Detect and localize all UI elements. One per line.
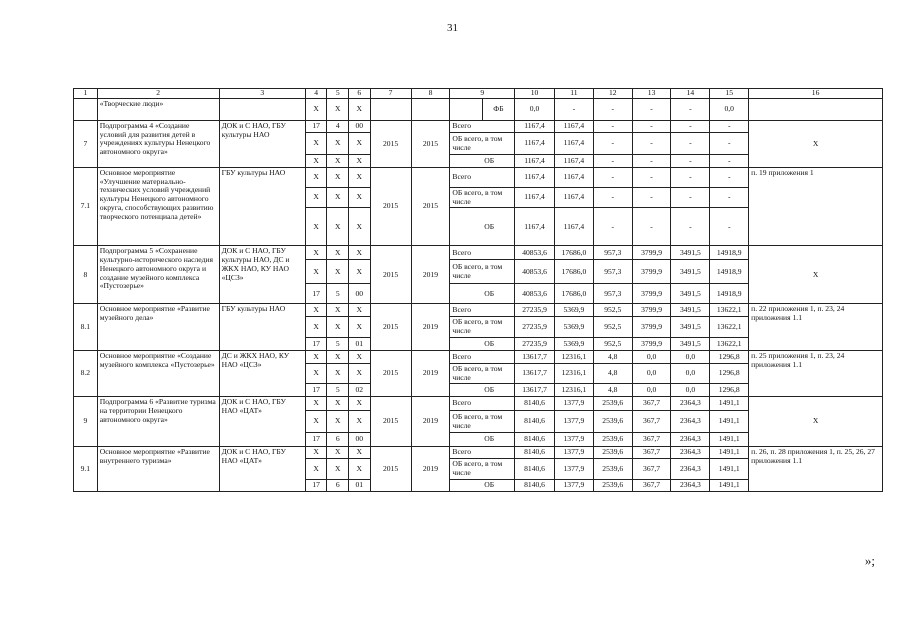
column-header: 7 — [370, 89, 411, 99]
amount-cell: 1167,4 — [515, 133, 555, 155]
amount-cell: 367,7 — [632, 459, 671, 479]
code-cell: 17 — [305, 433, 327, 447]
amount-cell: 3491,5 — [671, 246, 710, 260]
amount-cell: - — [710, 188, 749, 208]
item-number: 7 — [74, 121, 98, 168]
code-cell: 6 — [327, 433, 349, 447]
amount-cell: 2364,3 — [671, 433, 710, 447]
item-number: 8.1 — [74, 304, 98, 350]
start-year: 2015 — [370, 447, 411, 491]
item-note: п. 19 приложения 1 — [749, 168, 883, 246]
code-cell: X — [327, 363, 349, 383]
amount-cell: 5369,9 — [555, 304, 594, 317]
amount-cell: 1491,1 — [710, 459, 749, 479]
amount-cell: 13617,7 — [515, 350, 555, 363]
item-executor: ГБУ культуры НАО — [219, 304, 305, 350]
column-header: 13 — [632, 89, 671, 99]
code-cell: X — [349, 168, 371, 188]
funding-source: ОБ — [482, 208, 514, 246]
item-number: 9.1 — [74, 447, 98, 491]
item-executor: ДОК и С НАО, ГБУ культуры НАО — [219, 121, 305, 168]
code-cell: X — [349, 304, 371, 317]
end-year: 2019 — [411, 397, 450, 447]
column-header: 2 — [97, 89, 219, 99]
amount-cell: 952,5 — [593, 337, 632, 350]
amount-cell: 3799,9 — [632, 284, 671, 304]
amount-cell: 8140,6 — [515, 397, 555, 411]
code-cell: X — [327, 317, 349, 337]
code-cell: 01 — [349, 479, 371, 491]
column-header: 10 — [515, 89, 555, 99]
code-cell: X — [327, 168, 349, 188]
amount-cell: 13622,1 — [710, 337, 749, 350]
funding-source: Всего — [450, 168, 515, 188]
funding-source: Всего — [450, 121, 515, 133]
amount-cell: 1377,9 — [555, 459, 594, 479]
amount-cell: 4,8 — [593, 363, 632, 383]
amount-cell: 1167,4 — [555, 168, 594, 188]
code-cell: X — [327, 411, 349, 433]
header-row — [74, 89, 883, 99]
amount-cell: 957,3 — [593, 260, 632, 284]
funding-source: ОБ всего, в том числе — [450, 260, 515, 284]
funding-source: ОБ всего, в том числе — [450, 317, 515, 337]
code-cell: 4 — [327, 121, 349, 133]
funding-source: ОБ всего, в том числе — [450, 459, 515, 479]
start-year: 2015 — [370, 168, 411, 246]
funding-source: ОБ всего, в том числе — [450, 363, 515, 383]
amount-cell: 3799,9 — [632, 260, 671, 284]
funding-source: Всего — [450, 350, 515, 363]
code-cell: X — [305, 133, 327, 155]
item-note: X — [749, 121, 883, 168]
column-header: 5 — [327, 89, 349, 99]
amount-cell: 2539,6 — [593, 433, 632, 447]
amount-cell: 3799,9 — [632, 304, 671, 317]
amount-cell: 2364,3 — [671, 479, 710, 491]
amount-cell: 1491,1 — [710, 447, 749, 459]
code-cell: X — [327, 155, 349, 168]
amount-cell: 2364,3 — [671, 397, 710, 411]
item-number: 8 — [74, 246, 98, 304]
funding-source: Всего — [450, 447, 515, 459]
amount-cell: 5369,9 — [555, 337, 594, 350]
amount-cell: 2539,6 — [593, 411, 632, 433]
item-name: Основное мероприятие «Развитие внутреннего туризма» — [97, 447, 219, 491]
amount-cell: 2364,3 — [671, 459, 710, 479]
end-year: 2019 — [411, 304, 450, 350]
item-executor: ДС и ЖКХ НАО, КУ НАО «ЦСЗ» — [219, 350, 305, 396]
amount-cell: 1377,9 — [555, 397, 594, 411]
funding-source: Всего — [450, 304, 515, 317]
column-header: 8 — [411, 89, 450, 99]
start-year: 2015 — [370, 121, 411, 168]
amount-cell: 2539,6 — [593, 479, 632, 491]
code-cell: X — [327, 459, 349, 479]
amount-cell: 1167,4 — [555, 121, 594, 133]
start-year: 2015 — [370, 350, 411, 396]
code-cell: 01 — [349, 337, 371, 350]
amount-cell: 1167,4 — [555, 133, 594, 155]
amount-cell: 12316,1 — [555, 350, 594, 363]
code-cell: X — [305, 363, 327, 383]
funding-source: ОБ — [482, 337, 514, 350]
table-row — [74, 447, 883, 459]
amount-cell: - — [593, 168, 632, 188]
amount-cell: 40853,6 — [515, 284, 555, 304]
column-header: 12 — [593, 89, 632, 99]
amount-cell: 1167,4 — [555, 208, 594, 246]
budget-table — [73, 88, 883, 492]
table-row — [74, 246, 883, 260]
item-note: X — [749, 246, 883, 304]
amount-cell: 2539,6 — [593, 447, 632, 459]
amount-cell: 1167,4 — [515, 155, 555, 168]
funding-source: ОБ — [482, 284, 514, 304]
column-header: 9 — [450, 89, 515, 99]
amount-cell: 17686,0 — [555, 246, 594, 260]
code-cell: X — [305, 208, 327, 246]
amount-cell: 13617,7 — [515, 384, 555, 397]
table-row — [74, 121, 883, 133]
amount-cell: 14918,9 — [710, 246, 749, 260]
amount-cell: 14918,9 — [710, 284, 749, 304]
amount-cell: - — [671, 168, 710, 188]
item-number: 9 — [74, 397, 98, 447]
item-note: п. 25 приложения 1, п. 23, 24 приложения 1.1 — [749, 350, 883, 396]
amount-cell: - — [671, 133, 710, 155]
amount-cell: 8140,6 — [515, 433, 555, 447]
amount-cell: - — [710, 133, 749, 155]
code-cell: X — [327, 447, 349, 459]
amount-cell: - — [632, 168, 671, 188]
code-cell: X — [305, 411, 327, 433]
table-row — [74, 397, 883, 411]
amount-cell: - — [671, 208, 710, 246]
amount-cell: 3491,5 — [671, 260, 710, 284]
amount-cell: 367,7 — [632, 397, 671, 411]
amount-cell: 27235,9 — [515, 337, 555, 350]
item-executor: ДОК и С НАО, ГБУ культуры НАО, ДС и ЖКХ НАО, КУ НАО «ЦСЗ» — [219, 246, 305, 304]
code-cell: X — [305, 459, 327, 479]
amount-cell: 1377,9 — [555, 447, 594, 459]
column-header: 1 — [74, 89, 98, 99]
start-year: 2015 — [370, 397, 411, 447]
amount-cell: - — [671, 188, 710, 208]
amount-cell: 0,0 — [632, 384, 671, 397]
column-header: 6 — [349, 89, 371, 99]
item-name: Основное мероприятие «Улучшение материально-технических условий учреждений культуры Ненецкого автономного округа, способствующих развитию творческого потенциала детей» — [97, 168, 219, 246]
amount-cell: 1377,9 — [555, 411, 594, 433]
amount-cell: - — [710, 121, 749, 133]
amount-cell: - — [593, 133, 632, 155]
code-cell: 17 — [305, 337, 327, 350]
amount-cell: 367,7 — [632, 411, 671, 433]
item-note: п. 22 приложения 1, п. 23, 24 приложения 1.1 — [749, 304, 883, 350]
code-cell: 00 — [349, 284, 371, 304]
amount-cell: 8140,6 — [515, 479, 555, 491]
item-name: «Творческие люди» — [97, 99, 219, 121]
amount-cell: 0,0 — [671, 363, 710, 383]
code-cell: X — [349, 260, 371, 284]
end-year: 2015 — [411, 121, 450, 168]
amount-cell: 27235,9 — [515, 317, 555, 337]
code-cell: 00 — [349, 433, 371, 447]
amount-cell: 1167,4 — [515, 188, 555, 208]
start-year: 2015 — [370, 246, 411, 304]
item-note: X — [749, 397, 883, 447]
code-cell: 17 — [305, 121, 327, 133]
amount-cell: 367,7 — [632, 433, 671, 447]
funding-source: ОБ всего, в том числе — [450, 188, 515, 208]
end-year: 2019 — [411, 350, 450, 396]
code-cell: X — [305, 397, 327, 411]
end-year: 2015 — [411, 168, 450, 246]
code-cell: 00 — [349, 121, 371, 133]
code-cell: X — [349, 188, 371, 208]
code-cell: 17 — [305, 284, 327, 304]
funding-source: ОБ всего, в том числе — [450, 411, 515, 433]
funding-source: ОБ — [482, 384, 514, 397]
item-name: Подпрограмма 5 «Сохранение культурно-исторического наследия Ненецкого автономного округа и создание музейного комплекса «Пустозерье» — [97, 246, 219, 304]
code-cell: X — [349, 208, 371, 246]
amount-cell: 367,7 — [632, 447, 671, 459]
amount-cell: - — [671, 121, 710, 133]
code-cell: X — [349, 133, 371, 155]
amount-cell: 0,0 — [632, 350, 671, 363]
item-number: 7.1 — [74, 168, 98, 246]
amount-cell: 0,0 — [632, 363, 671, 383]
amount-cell: - — [710, 208, 749, 246]
code-cell: X — [327, 397, 349, 411]
amount-cell: 367,7 — [632, 479, 671, 491]
amount-cell: 1377,9 — [555, 479, 594, 491]
amount-cell: 13622,1 — [710, 317, 749, 337]
amount-cell: 8140,6 — [515, 447, 555, 459]
code-cell: X — [327, 246, 349, 260]
amount-cell: - — [593, 208, 632, 246]
code-cell: X — [305, 304, 327, 317]
funding-source: ОБ всего, в том числе — [450, 133, 515, 155]
amount-cell: 4,8 — [593, 350, 632, 363]
amount-cell: 12316,1 — [555, 384, 594, 397]
amount-cell: 40853,6 — [515, 246, 555, 260]
code-cell: X — [305, 260, 327, 284]
funding-source: Всего — [450, 397, 515, 411]
amount-cell: 952,5 — [593, 304, 632, 317]
funding-source: ОБ — [482, 155, 514, 168]
amount-cell: - — [671, 155, 710, 168]
amount-cell: 8140,6 — [515, 459, 555, 479]
amount-cell: - — [632, 188, 671, 208]
code-cell: X — [305, 246, 327, 260]
amount-cell: - — [632, 208, 671, 246]
code-cell: X — [349, 246, 371, 260]
code-cell: X — [305, 155, 327, 168]
amount-cell: 3799,9 — [632, 246, 671, 260]
amount-cell: 13617,7 — [515, 363, 555, 383]
column-header: 15 — [710, 89, 749, 99]
code-cell: 02 — [349, 384, 371, 397]
code-cell: 17 — [305, 479, 327, 491]
amount-cell: 1167,4 — [555, 155, 594, 168]
amount-cell: - — [593, 188, 632, 208]
amount-cell: 2539,6 — [593, 459, 632, 479]
code-cell: X — [349, 447, 371, 459]
amount-cell: 17686,0 — [555, 284, 594, 304]
item-executor: ДОК и С НАО, ГБУ НАО «ЦАТ» — [219, 397, 305, 447]
code-cell: X — [305, 350, 327, 363]
amount-cell: 957,3 — [593, 246, 632, 260]
amount-cell: 1167,4 — [515, 121, 555, 133]
amount-cell: 952,5 — [593, 317, 632, 337]
code-cell: X — [327, 304, 349, 317]
code-cell: X — [349, 363, 371, 383]
table-row — [74, 350, 883, 363]
amount-cell: - — [710, 168, 749, 188]
code-cell: X — [305, 168, 327, 188]
funding-source: ОБ — [482, 479, 514, 491]
amount-cell: 3799,9 — [632, 317, 671, 337]
amount-cell: 4,8 — [593, 384, 632, 397]
amount-cell: - — [632, 155, 671, 168]
code-cell: X — [305, 447, 327, 459]
code-cell: X — [349, 411, 371, 433]
end-year: 2019 — [411, 246, 450, 304]
amount-cell: 13622,1 — [710, 304, 749, 317]
code-cell: X — [349, 459, 371, 479]
table-row: «Творческие люди» X X X ФБ 0,0 - - - - 0,0 — [74, 99, 883, 121]
page-number: 31 — [447, 22, 458, 34]
column-header: 14 — [671, 89, 710, 99]
amount-cell: 3491,5 — [671, 304, 710, 317]
column-header: 11 — [555, 89, 594, 99]
code-cell: X — [327, 188, 349, 208]
code-cell: X — [349, 317, 371, 337]
code-cell: X — [349, 397, 371, 411]
amount-cell: 2364,3 — [671, 447, 710, 459]
amount-cell: 1167,4 — [515, 208, 555, 246]
amount-cell: 14918,9 — [710, 260, 749, 284]
start-year: 2015 — [370, 304, 411, 350]
amount-cell: 1491,1 — [710, 479, 749, 491]
table-row — [74, 168, 883, 188]
amount-cell: 17686,0 — [555, 260, 594, 284]
code-cell: 6 — [327, 479, 349, 491]
code-cell: X — [349, 155, 371, 168]
column-header: 4 — [305, 89, 327, 99]
amount-cell: 1296,8 — [710, 350, 749, 363]
code-cell: X — [305, 188, 327, 208]
amount-cell: 3799,9 — [632, 337, 671, 350]
item-name: Подпрограмма 4 «Создание условий для развития детей в учреждениях культуры Ненецкого автономного округа» — [97, 121, 219, 168]
column-header: 3 — [219, 89, 305, 99]
code-cell: X — [327, 133, 349, 155]
code-cell: X — [349, 350, 371, 363]
code-cell: 5 — [327, 384, 349, 397]
amount-cell: 1167,4 — [555, 188, 594, 208]
amount-cell: 40853,6 — [515, 260, 555, 284]
amount-cell: 2539,6 — [593, 397, 632, 411]
code-cell: X — [305, 317, 327, 337]
amount-cell: 2364,3 — [671, 411, 710, 433]
amount-cell: - — [593, 155, 632, 168]
code-cell: 17 — [305, 384, 327, 397]
table-row — [74, 304, 883, 317]
funding-source: ОБ — [482, 433, 514, 447]
item-name: Основное мероприятие «Развитие музейного дела» — [97, 304, 219, 350]
amount-cell: 1377,9 — [555, 433, 594, 447]
item-name: Подпрограмма 6 «Развитие туризма на территории Ненецкого автономного округа» — [97, 397, 219, 447]
amount-cell: 1296,8 — [710, 363, 749, 383]
amount-cell: 1491,1 — [710, 397, 749, 411]
code-cell: 5 — [327, 284, 349, 304]
funding-source: Всего — [450, 246, 515, 260]
amount-cell: 3491,5 — [671, 284, 710, 304]
item-executor: ДОК и С НАО, ГБУ НАО «ЦАТ» — [219, 447, 305, 491]
amount-cell: 0,0 — [671, 350, 710, 363]
amount-cell: 1491,1 — [710, 433, 749, 447]
amount-cell: 27235,9 — [515, 304, 555, 317]
amount-cell: 0,0 — [671, 384, 710, 397]
code-cell: X — [327, 208, 349, 246]
amount-cell: - — [593, 121, 632, 133]
item-number: 8.2 — [74, 350, 98, 396]
column-header: 16 — [749, 89, 883, 99]
item-executor: ГБУ культуры НАО — [219, 168, 305, 246]
amount-cell: - — [632, 133, 671, 155]
amount-cell: 3491,5 — [671, 317, 710, 337]
amount-cell: 1296,8 — [710, 384, 749, 397]
amount-cell: 1167,4 — [515, 168, 555, 188]
closing-mark: »; — [864, 553, 875, 568]
amount-cell: 1491,1 — [710, 411, 749, 433]
amount-cell: 8140,6 — [515, 411, 555, 433]
code-cell: 5 — [327, 337, 349, 350]
amount-cell: - — [710, 155, 749, 168]
item-note: п. 26, п. 28 приложения 1, п. 25, 26, 27 приложения 1.1 — [749, 447, 883, 491]
amount-cell: - — [632, 121, 671, 133]
code-cell: X — [327, 350, 349, 363]
amount-cell: 12316,1 — [555, 363, 594, 383]
amount-cell: 5369,9 — [555, 317, 594, 337]
code-cell: X — [327, 260, 349, 284]
item-name: Основное мероприятие «Создание музейного комплекса «Пустозерье» — [97, 350, 219, 396]
end-year: 2019 — [411, 447, 450, 491]
amount-cell: 957,3 — [593, 284, 632, 304]
amount-cell: 3491,5 — [671, 337, 710, 350]
